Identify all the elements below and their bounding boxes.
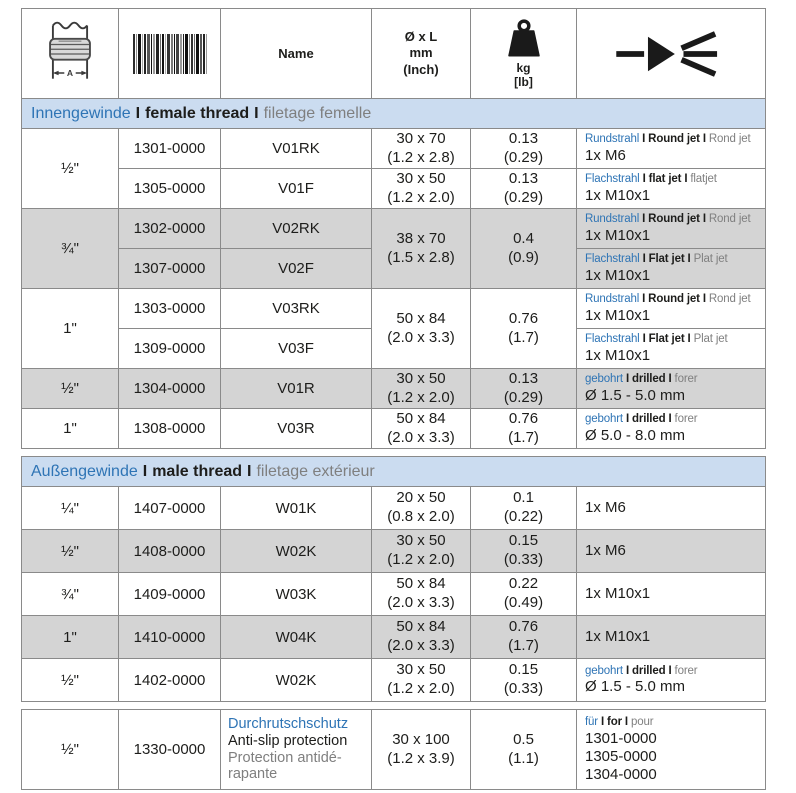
size-cell: ½" xyxy=(22,710,119,790)
jet-info-cell xyxy=(577,616,766,659)
table-row xyxy=(22,369,766,409)
table-row xyxy=(22,487,766,530)
part-number-header-cell xyxy=(119,9,221,99)
part-number-cell: 1330-0000 xyxy=(119,710,221,790)
size-cell: 1" xyxy=(22,409,119,449)
table-row xyxy=(22,530,766,573)
product-name-cell: V03F xyxy=(221,329,372,369)
part-number-cell: 1309-0000 xyxy=(119,329,221,369)
jet-value: 1x M10x1 xyxy=(585,585,651,602)
section-title-male xyxy=(22,457,766,487)
jet-info-cell: gebohrt I drilled I forer Ø 5.0 - 8.0 mm xyxy=(577,409,766,449)
part-number-cell: 1305-0000 xyxy=(119,169,221,209)
table-row xyxy=(22,169,766,209)
size-cell: ¾" xyxy=(22,209,119,289)
product-name-cell: V03RK xyxy=(221,289,372,329)
anti-slip-table xyxy=(21,709,766,790)
jet-info-cell: Rundstrahl I Round jet I Rond jet 1x M10x1 xyxy=(577,209,766,249)
jet-value: 1x M10x1 xyxy=(585,346,651,364)
dimensions-cell: 30 x 100 (1.2 x 3.9) xyxy=(372,710,471,790)
jet-info-cell xyxy=(577,530,766,573)
dimensions-cell: 50 x 84 (2.0 x 3.3) xyxy=(372,616,471,659)
size-cell: 1" xyxy=(22,289,119,369)
weight-header-cell xyxy=(471,9,577,99)
dimensions-cell: 30 x 70 (1.2 x 2.8) xyxy=(372,129,471,169)
part-number-cell: 1402-0000 xyxy=(119,659,221,702)
table-row xyxy=(22,573,766,616)
part-number-cell: 1308-0000 xyxy=(119,409,221,449)
weight-cell: 0.15 (0.33) xyxy=(471,530,577,573)
jet-value: 1x M10x1 xyxy=(585,266,651,284)
section-title-en: male thread xyxy=(152,462,243,480)
part-number-cell: 1409-0000 xyxy=(119,573,221,616)
product-name-de: Durchrutschschutz xyxy=(228,715,349,732)
product-name-cell: W02K xyxy=(221,659,372,702)
compatible-part: 1301-0000 xyxy=(585,729,657,747)
part-number-cell: 1408-0000 xyxy=(119,530,221,573)
weight-cell: 0.76 (1.7) xyxy=(471,409,577,449)
jet-info-cell xyxy=(577,487,766,530)
weight-icon xyxy=(502,18,546,60)
weight-cell: 0.22 (0.49) xyxy=(471,573,577,616)
section-header-row-male xyxy=(22,457,766,487)
dims-header-line1: Ø x L xyxy=(404,29,438,45)
product-name-cell: W04K xyxy=(221,616,372,659)
table-row xyxy=(22,289,766,329)
separator: I xyxy=(254,104,259,122)
dimensions-cell: 50 x 84 (2.0 x 3.3) xyxy=(372,409,471,449)
product-name-cell: V03R xyxy=(221,409,372,449)
jet-info-cell: Flachstrahl I Flat jet I Plat jet 1x M10x1 xyxy=(577,249,766,289)
female-thread-table xyxy=(21,8,766,449)
size-cell: ¼" xyxy=(22,487,119,530)
dimensions-header-cell xyxy=(372,9,471,99)
weight-cell: 0.15 (0.33) xyxy=(471,659,577,702)
dimensions-cell: 30 x 50 (1.2 x 2.0) xyxy=(372,169,471,209)
weight-cell: 0.13 (0.29) xyxy=(471,369,577,409)
size-cell: ¾" xyxy=(22,573,119,616)
jet-value: Ø 1.5 - 5.0 mm xyxy=(585,386,686,404)
spray-jet-icon xyxy=(577,30,765,78)
product-name-en: Anti-slip protection xyxy=(228,732,348,749)
jet-value: 1x M6 xyxy=(585,499,626,516)
weight-cell: 0.5 (1.1) xyxy=(471,710,577,790)
table-row xyxy=(22,659,766,702)
weight-cell: 0.13 (0.29) xyxy=(471,129,577,169)
separator: I xyxy=(247,462,252,480)
jet-value: 1x M6 xyxy=(585,542,626,559)
product-name-cell: W01K xyxy=(221,487,372,530)
weight-unit-lb: [lb] xyxy=(514,74,533,89)
section-header-row-female xyxy=(22,99,766,129)
jet-info-cell xyxy=(577,573,766,616)
size-cell: ½" xyxy=(22,369,119,409)
section-title-fr: filetage femelle xyxy=(263,104,372,122)
jet-info-cell: für I for I pour 1301-0000 1305-0000 1304-0000 xyxy=(577,710,766,790)
dimension-a-label: A xyxy=(66,67,74,78)
jet-value: 1x M10x1 xyxy=(585,628,651,645)
size-cell: ½" xyxy=(22,659,119,702)
weight-cell: 0.1 (0.22) xyxy=(471,487,577,530)
dimensions-cell: 20 x 50 (0.8 x 2.0) xyxy=(372,487,471,530)
table-row xyxy=(22,209,766,249)
part-number-cell: 1302-0000 xyxy=(119,209,221,249)
dims-header-line2: mm xyxy=(409,45,433,61)
jet-header-cell xyxy=(577,9,766,99)
table-row xyxy=(22,710,766,790)
size-cell: 1" xyxy=(22,616,119,659)
section-title-de: Außengewinde xyxy=(31,462,138,480)
jet-value: 1x M10x1 xyxy=(585,226,651,244)
section-title-female xyxy=(22,99,766,129)
weight-cell: 0.13 (0.29) xyxy=(471,169,577,209)
separator: I xyxy=(142,462,148,480)
section-title-de: Innengewinde xyxy=(31,104,131,122)
product-name-cell: V01F xyxy=(221,169,372,209)
jet-info-cell: Flachstrahl I Flat jet I Plat jet 1x M10x1 xyxy=(577,329,766,369)
jet-value: 1x M10x1 xyxy=(585,306,651,324)
jet-info-cell: gebohrt I drilled I forer Ø 1.5 - 5.0 mm xyxy=(577,659,766,702)
thread-size-header-cell xyxy=(22,9,119,99)
product-name-cell: V01R xyxy=(221,369,372,409)
product-name-cell xyxy=(221,710,372,790)
jet-value: Ø 5.0 - 8.0 mm xyxy=(585,426,686,444)
section-title-fr: filetage extérieur xyxy=(256,462,375,480)
part-number-cell: 1410-0000 xyxy=(119,616,221,659)
name-header-label: Name xyxy=(278,46,314,61)
jet-info-cell: Rundstrahl I Round jet I Rond jet 1x M6 xyxy=(577,129,766,169)
weight-cell: 0.76 (1.7) xyxy=(471,289,577,369)
dimensions-cell: 30 x 50 (1.2 x 2.0) xyxy=(372,369,471,409)
jet-value: 1x M6 xyxy=(585,146,626,164)
table-row xyxy=(22,129,766,169)
weight-cell: 0.76 (1.7) xyxy=(471,616,577,659)
table-row xyxy=(22,409,766,449)
part-number-cell: 1407-0000 xyxy=(119,487,221,530)
part-number-cell: 1304-0000 xyxy=(119,369,221,409)
part-number-cell: 1303-0000 xyxy=(119,289,221,329)
barcode-icon xyxy=(119,34,220,74)
product-name-cell: W02K xyxy=(221,530,372,573)
weight-cell: 0.4 (0.9) xyxy=(471,209,577,289)
product-name-cell: V01RK xyxy=(221,129,372,169)
jet-value: 1x M10x1 xyxy=(585,186,651,204)
separator: I xyxy=(135,104,141,122)
product-name-cell: V02RK xyxy=(221,209,372,249)
jet-info-cell: Flachstrahl I flat jet I flatjet 1x M10x1 xyxy=(577,169,766,209)
column-header-row xyxy=(22,9,766,99)
jet-info-cell: Rundstrahl I Round jet I Rond jet 1x M10x1 xyxy=(577,289,766,329)
dimensions-cell: 30 x 50 (1.2 x 2.0) xyxy=(372,530,471,573)
dimensions-cell: 38 x 70 (1.5 x 2.8) xyxy=(372,209,471,289)
product-name-fr: Protection antidé-rapante xyxy=(228,749,342,783)
jet-value: Ø 1.5 - 5.0 mm xyxy=(585,678,686,696)
section-title-en: female thread xyxy=(145,104,250,122)
threaded-sleeve-icon xyxy=(22,16,118,92)
size-cell: ½" xyxy=(22,530,119,573)
male-thread-table xyxy=(21,456,766,702)
dims-header-line3: (Inch) xyxy=(403,61,439,77)
jet-info-cell: gebohrt I drilled I forer Ø 1.5 - 5.0 mm xyxy=(577,369,766,409)
weight-unit-kg: kg xyxy=(516,61,531,76)
compatible-part: 1305-0000 xyxy=(585,747,657,765)
dimensions-cell: 30 x 50 (1.2 x 2.0) xyxy=(372,659,471,702)
product-name-cell: W03K xyxy=(221,573,372,616)
table-row xyxy=(22,616,766,659)
product-name-cell: V02F xyxy=(221,249,372,289)
dimensions-cell: 50 x 84 (2.0 x 3.3) xyxy=(372,289,471,369)
name-header-cell xyxy=(221,9,372,99)
compatible-part: 1304-0000 xyxy=(585,766,657,784)
size-cell: ½" xyxy=(22,129,119,209)
part-number-cell: 1307-0000 xyxy=(119,249,221,289)
part-number-cell: 1301-0000 xyxy=(119,129,221,169)
dimensions-cell: 50 x 84 (2.0 x 3.3) xyxy=(372,573,471,616)
